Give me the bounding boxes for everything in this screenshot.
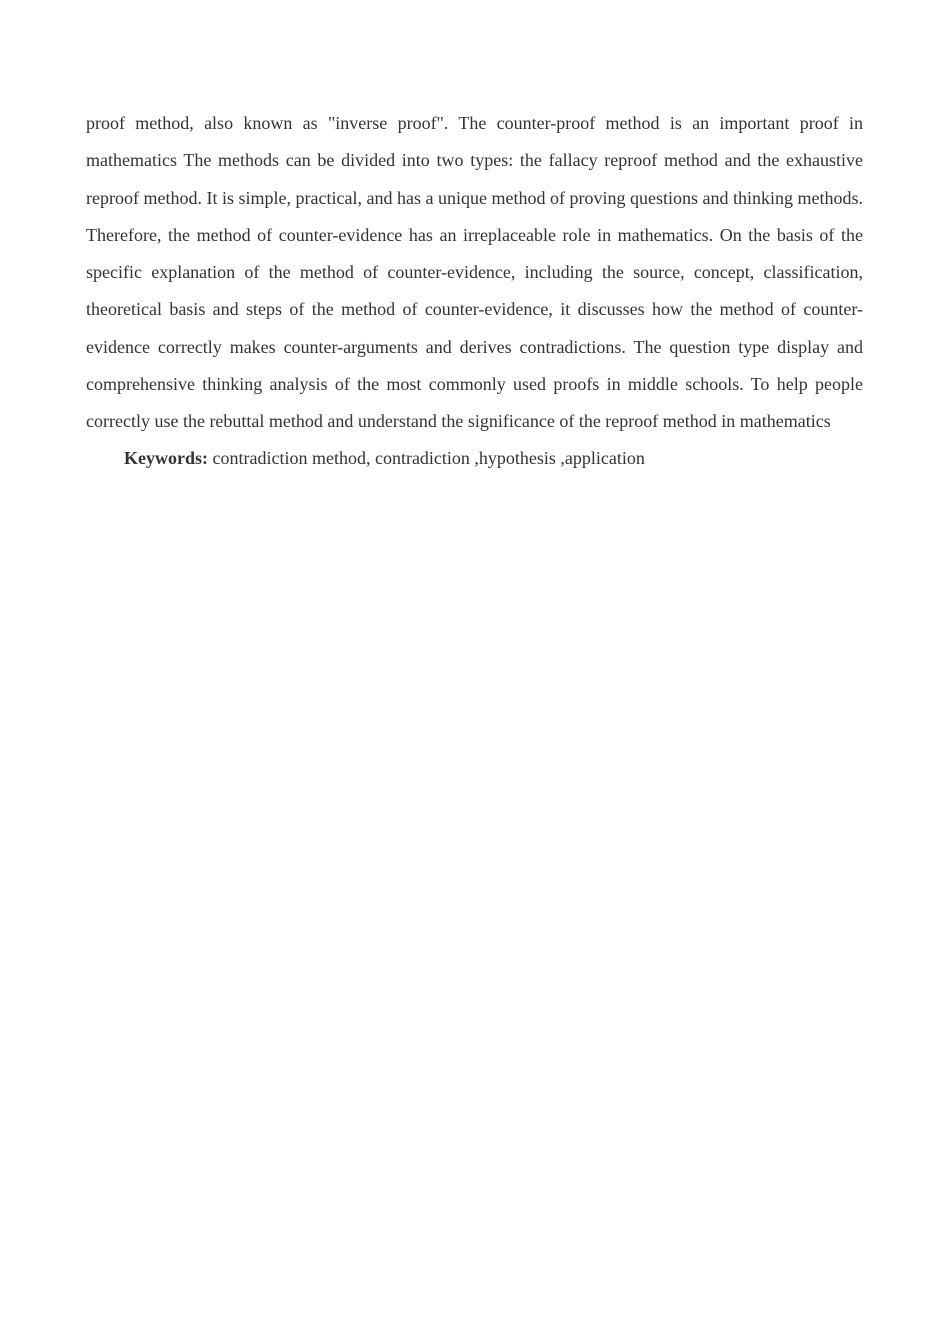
- abstract-section: [86, 105, 863, 476]
- keywords-label: Keywords:: [124, 447, 208, 468]
- keywords-text: contradiction method, contradiction ,hypothesis ,application: [212, 447, 645, 468]
- keywords-line: [86, 441, 863, 476]
- abstract-paragraph: proof method, also known as "inverse proof". The counter-proof method is an important proof in mathematics The methods can be divided into two types: the fallacy reproof method and the exhaustive reproof method. It is simple, practical, and has a unique method of proving questions and thinking methods. Therefore, the method of counter-evidence has an irreplaceable role in mathematics. On the basis of the specific explanation of the method of counter-evidence, including the source, concept, classification, theoretical basis and steps of the method of counter-evidence, it discusses how the method of counter-evidence correctly makes counter-arguments and derives contradictions. The question type display and comprehensive thinking analysis of the most commonly used proofs in middle schools. To help people correctly use the rebuttal method and understand the significance of the reproof method in mathematics: [86, 113, 863, 432]
